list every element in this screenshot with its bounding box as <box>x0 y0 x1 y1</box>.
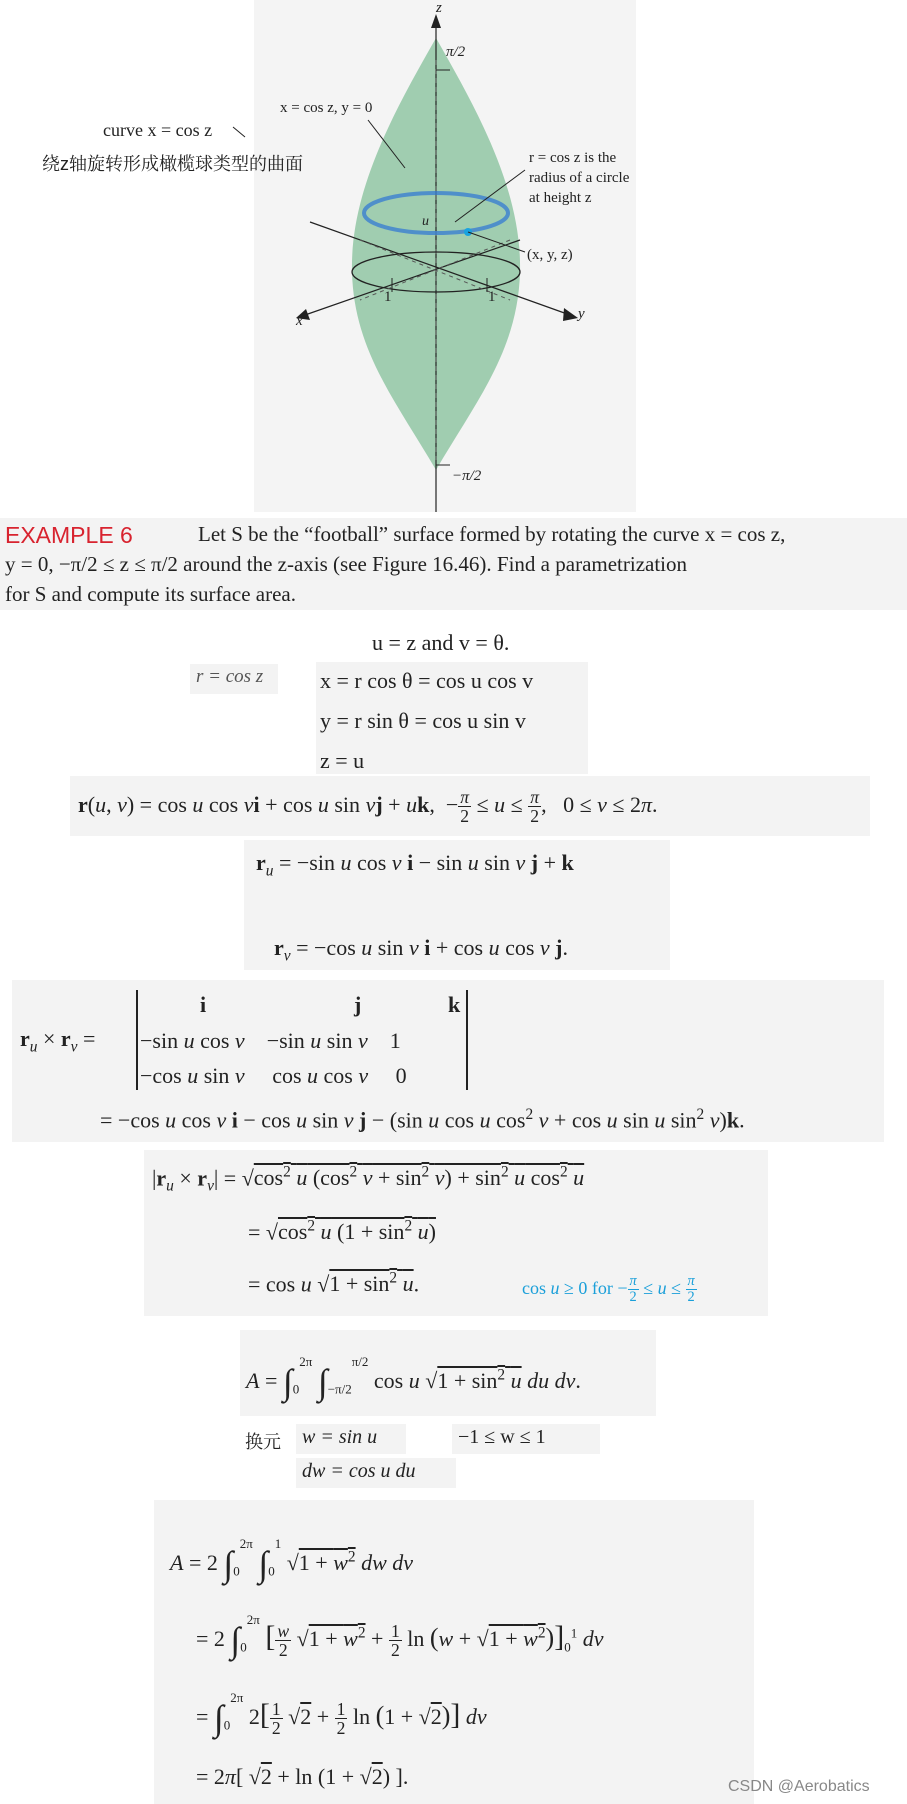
r-v-equation: $r_v = -\cos$ u sin v i + cos u cos v j. <box>274 935 568 965</box>
radius-label-1: r = cos z is the <box>529 150 617 166</box>
example-line-1: Let S be the “football” surface formed by rotating the curve x = cos z, <box>198 522 786 546</box>
det-row3: −cos u sin v cos u cos v 0 <box>140 1063 407 1088</box>
substitution-dw: dw = cos u du <box>302 1460 416 1482</box>
tick-one-right: 1 <box>488 289 496 305</box>
final-line-3: = $\int_0^{2\pi}$ 2[ $\frac{1}{2}$ √2 + $\frac{1}{2}$ ln (1 + √2)] dv <box>196 1690 487 1739</box>
cos-positive-note: cos u ≥ 0 for − $\frac{\pi}{2}$ ≤ u ≤ $\frac{\pi}{2}$ <box>522 1273 695 1306</box>
substitution-range: −1 ≤ w ≤ 1 <box>458 1426 546 1448</box>
example-tag: EXAMPLE 6 <box>5 522 133 548</box>
magnitude-line-2: = $√\cos^2$ u $(1 + \sin^2 u)$ <box>248 1218 436 1245</box>
magnitude-line-3: = cos u $√1 + \sin^2 u$. <box>248 1270 420 1297</box>
z-param: z = u <box>320 748 365 773</box>
u-v-definition: u = z and v = θ. <box>372 630 510 655</box>
x-axis-label: x <box>296 313 303 329</box>
top-mark: π/2 <box>446 44 466 60</box>
cross-product-result: = −cos u cos v i − cos u sin v j − (sin u cos u $\cos^2 v + \cos u$ sin u $\sin^2 v)k$. <box>100 1106 745 1133</box>
area-integral: $A = \int_0^{2\pi}$ $\int_{-\pi/2}^{\pi/2}$ cos u $√1 + \sin^2 u$ du dv. <box>246 1354 581 1402</box>
point-label: (x, y, z) <box>527 247 573 263</box>
final-line-2: = 2 $\int_0^{2\pi}$ [ $\frac{w}{2}$ $√1 + w^2$ + $\frac{1}{2}$ $\ln (w + √1 + w^2)]_0^1$ dv <box>196 1612 604 1661</box>
u-label: u <box>422 214 429 229</box>
determinant-right-bar <box>466 990 468 1090</box>
example-line-3: for S and compute its surface area. <box>5 582 296 606</box>
det-i: i <box>200 992 207 1017</box>
final-line-4: = 2π[ √2 + ln (1 + √2) ]. <box>196 1764 409 1789</box>
r-param-equation: r(u, v) = cos u cos vi + cos u sin vj + uk, − $\frac{\pi}{2}$ ≤ u ≤ $\frac{\pi}{2}$ , 0 ≤ v ≤ 2π. <box>78 787 658 827</box>
det-k: k <box>448 992 461 1017</box>
z-axis-label: z <box>436 0 442 16</box>
y-axis-arrow <box>563 308 578 321</box>
watermark: CSDN @Aerobatics <box>728 1778 870 1795</box>
curve-label: curve x = cos z <box>103 120 213 140</box>
chinese-caption: 绕z轴旋转形成橄榄球类型的曲面 <box>42 154 303 174</box>
r-u-equation: $r_u = -\sin$ u cos v i − sin u sin v j + k <box>256 850 574 880</box>
det-row2: −sin u cos v −sin u sin v 1 <box>140 1028 401 1053</box>
curve-equation-label: x = cos z, y = 0 <box>280 100 373 116</box>
bottom-mark: −π/2 <box>452 468 482 484</box>
x-param: x = r cos θ = cos u cos v <box>320 668 534 693</box>
r-cos-label: r = cos z <box>196 666 264 687</box>
tick-one-left: 1 <box>384 289 392 305</box>
determinant-left-bar <box>136 990 138 1090</box>
y-param: y = r sin θ = cos u sin v <box>320 708 526 733</box>
example-line-2: y = 0, −π/2 ≤ z ≤ π/2 around the z-axis (see Figure 16.46). Find a parametrization <box>5 552 688 576</box>
cross-product-lhs: $r_u \times r_v$ = <box>20 1026 96 1056</box>
radius-label-2: radius of a circle <box>529 170 630 186</box>
final-line-1: A = 2 $\int_0^{2\pi}$ $\int_0^1$ $√1 + w^2$ dw dv <box>170 1536 414 1584</box>
substitution-label: 换元 <box>245 1432 281 1452</box>
substitution-w: w = sin u <box>302 1426 378 1448</box>
football-surface-figure <box>0 0 907 520</box>
magnitude-line-1: $|r_u \times r_v| = √\cos^2$ u ($\cos^2$ $v + \sin^2 v) + \sin^2 u$ $\cos^2 u$ <box>152 1164 585 1195</box>
y-axis-label: y <box>578 306 585 322</box>
det-j: j <box>354 992 362 1017</box>
radius-label-3: at height z <box>529 190 592 206</box>
